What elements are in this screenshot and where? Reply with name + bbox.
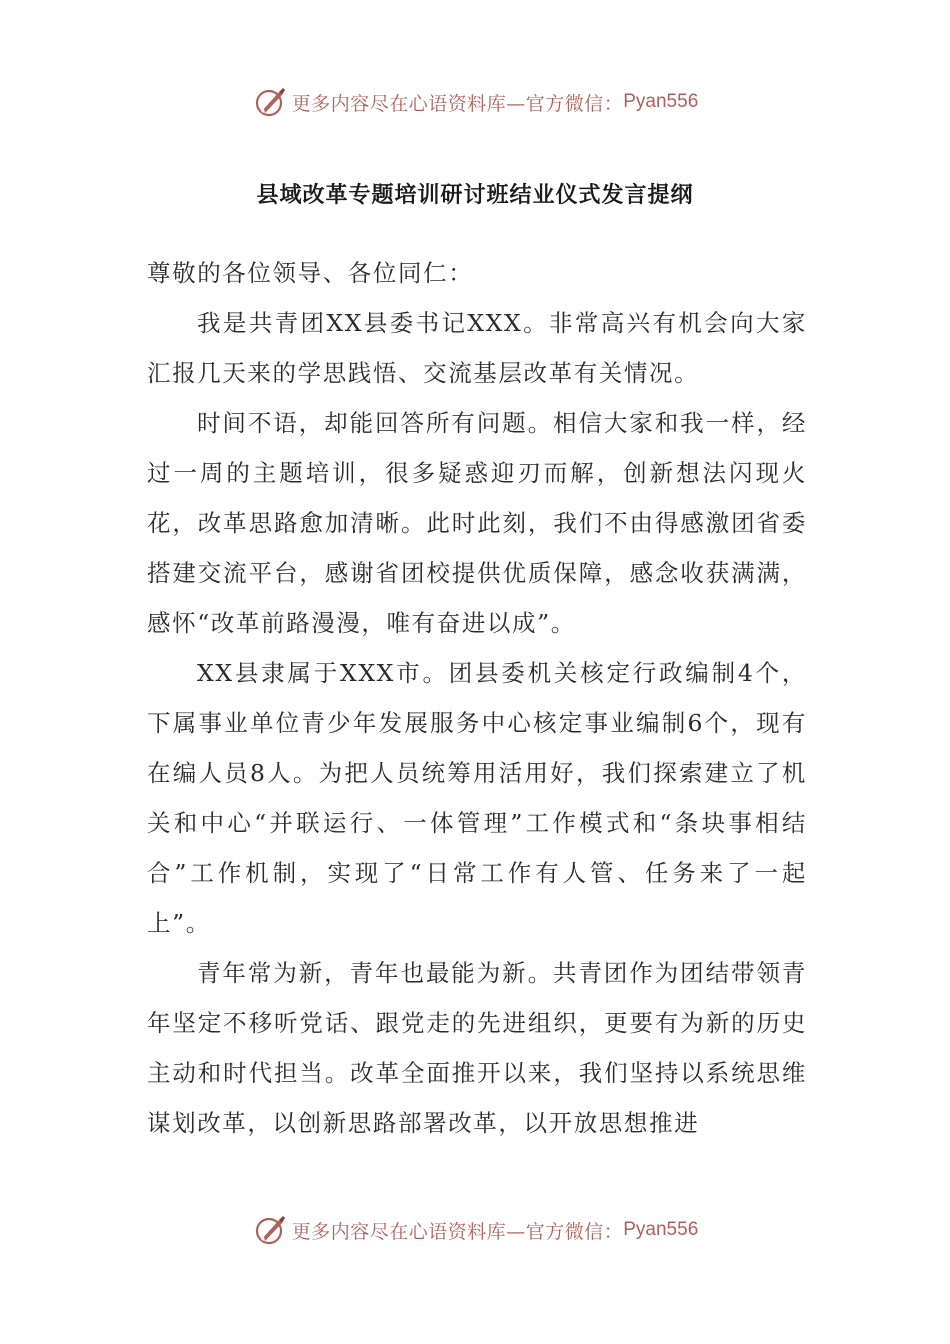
document-title: 县域改革专题培训研讨班结业仪式发言提纲 xyxy=(256,183,694,208)
document-body xyxy=(147,248,807,1148)
paragraph: 时间不语，却能回答所有问题。相信大家和我一样，经过一周的主题培训，很多疑惑迎刃而解，创新想法闪现火花，改革思路愈加清晰。此时此刻，我们不由得感激团省委搭建交流平台，感谢省团校提供优质保障，感念收获满满，感怀“改革前路漫漫，唯有奋进以成”。 xyxy=(147,409,807,637)
paragraph: 我是共青团XX县委书记XXX。非常高兴有机会向大家汇报几天来的学思践悟、交流基层改革有关情况。 xyxy=(147,309,807,387)
watermark-banner-bottom xyxy=(0,1210,950,1250)
watermark-text: 更多内容尽在心语资料库—官方微信： xyxy=(291,92,624,115)
watermark-banner-top xyxy=(0,82,950,122)
watermark-wechat-id: Pyan556 xyxy=(623,91,699,112)
salutation: 尊敬的各位领导、各位同仁： xyxy=(147,259,474,287)
watermark-text: 更多内容尽在心语资料库—官方微信： xyxy=(291,1220,624,1243)
paragraph: 青年常为新，青年也最能为新。共青团作为团结带领青年坚定不移听党话、跟党走的先进组织，更要有为新的历史主动和时代担当。改革全面推开以来，我们坚持以系统思维谋划改革，以创新思路部署改革，以开放思想推进 xyxy=(147,959,807,1137)
pen-nib-logo-icon xyxy=(252,1212,288,1248)
watermark-wechat-id: Pyan556 xyxy=(623,1219,699,1240)
pen-nib-logo-icon xyxy=(252,84,288,120)
paragraph: XX县隶属于XXX市。团县委机关核定行政编制4个，下属事业单位青少年发展服务中心核定事业编制6个，现有在编人员8人。为把人员统筹用活用好，我们探索建立了机关和中心“并联运行、一体管理”工作模式和“条块事相结合”工作机制，实现了“日常工作有人管、任务来了一起上”。 xyxy=(147,659,807,937)
